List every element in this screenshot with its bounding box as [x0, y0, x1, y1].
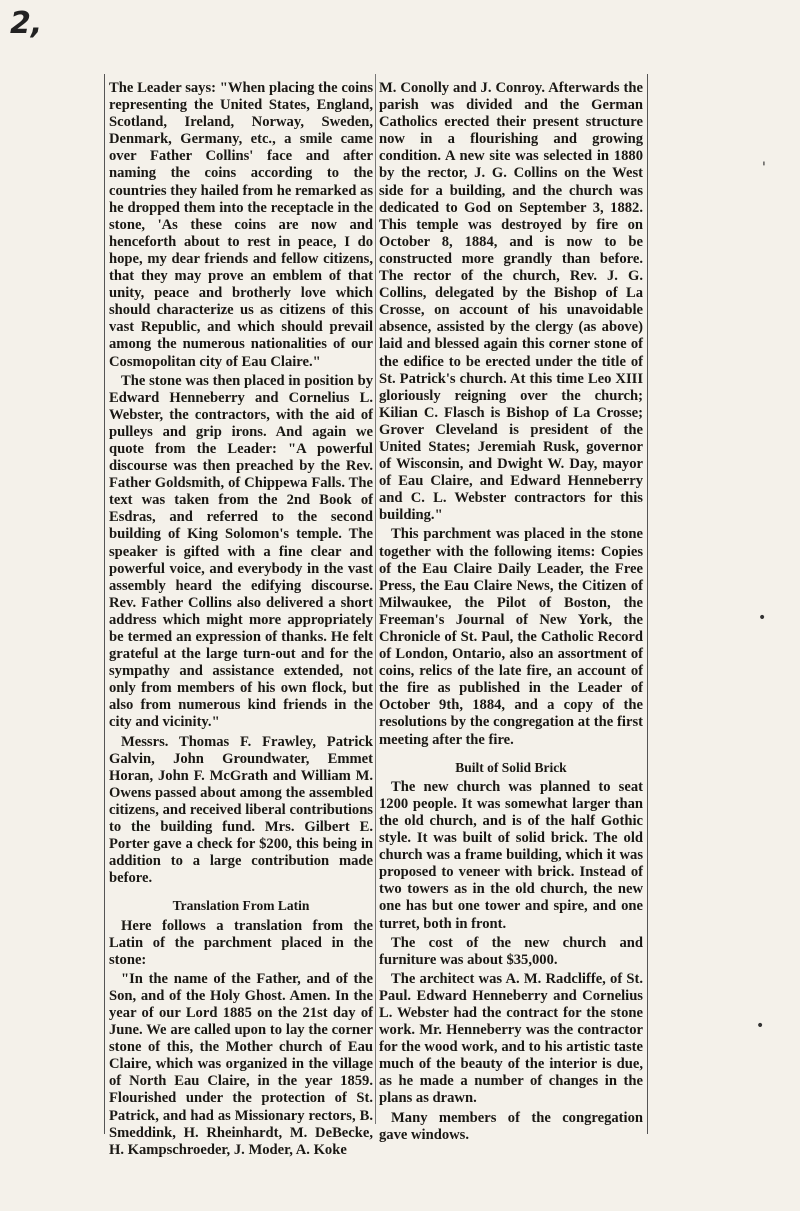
paragraph: The Leader says: "When placing the coins representing the United States, England, Scotland, Ireland, Norway, Sweden, Denmark, Germany, etc., a smile came over Father Collins' face and after naming the coins according to the countries they hailed from he remarked as he dropped them into the receptacle in the stone, 'As these coins are now and henceforth about to rest in peace, I do hope, my dear friends and fellow citizens, that they may prove an emblem of that unity, peace and brotherly love which should characterize us as citizens of this vast Republic, and which should prevail among the numerous nationalities of our Cosmopolitan city of Eau Claire." — [109, 80, 373, 370]
newspaper-clipping — [104, 74, 648, 1158]
paragraph: The new church was planned to seat 1200 people. It was somewhat larger than the old church, and is of the half Gothic style. It was built of solid brick. The old church was a frame building, which it was proposed to veneer with brick. Instead of two towers as in the old church, the new one has but one tower and spire, and one turret, both in front. — [379, 778, 643, 932]
column-divider — [375, 74, 376, 1124]
paragraph: Messrs. Thomas F. Frawley, Patrick Galvin, John Groundwater, Emmet Horan, John F. McGrath and William M. Owens passed about among the assembled citizens, and received liberal contributions to the building fund. Mrs. Gilbert E. Porter gave a check for $200, this being in addition to a large contribution made before. — [109, 733, 373, 887]
paragraph: Many members of the congregation gave windows. — [379, 1109, 643, 1143]
section-heading: Built of Solid Brick — [455, 759, 567, 775]
paragraph: The architect was A. M. Radcliffe, of St. Paul. Edward Henneberry and Cornelius L. Webster had the contract for the stone work. Mr. Henneberry was the contractor for the wood work, and to his artistic taste much of the beauty of the interior is due, as he made a number of changes in the plans as drawn. — [379, 970, 643, 1107]
handwritten-page-number: 2, — [10, 6, 43, 41]
right-column — [379, 80, 643, 1146]
paragraph: The cost of the new church and furniture was about $35,000. — [379, 934, 643, 968]
paragraph: The stone was then placed in position by Edward Henneberry and Cornelius L. Webster, the contractors, with the aid of pulleys and grip irons. And again we quote from the Leader: "A powerful discourse was then preached by the Rev. Father Goldsmith, of Chippewa Falls. The text was taken from the 2nd Book of Esdras, and referred to the second building of King Solomon's temple. The speaker is gifted with a fine clear and powerful voice, and everybody in the vast assembly heard the edifying discourse. Rev. Father Collins also delivered a short address which might more appropriately be termed an expression of thanks. He felt grateful at the large turn-out and for the sympathy and assistance extended, not only from members of his own flock, but also from numerous kind friends in the city and vicinity." — [109, 372, 373, 731]
paragraph: M. Conolly and J. Conroy. Afterwards the parish was divided and the German Catholics erected their present structure now in a flourishing and growing condition. A new site was selected in 1880 by the rector, J. G. Collins on the West side for a building, and the church was dedicated to God on September 3, 1882. This temple was destroyed by fire on October 8, 1884, and is now to be constructed more grandly than before. The rector of the church, Rev. J. G. Collins, delegated by the Bishop of La Crosse, on account of his unavoidable absence, assisted by the clergy (as above) laid and blessed again this corner stone of the edifice to be erected under the title of St. Patrick's church. At this time Leo XIII gloriously reigning over the church; Kilian C. Flasch is Bishop of La Crosse; Grover Cleveland is president of the United States; Jeremiah Rusk, governor of Wisconsin, and Dwight W. Day, mayor of Eau Claire, and Edward Henneberry and C. L. Webster contractors for this building." — [379, 80, 643, 524]
section-heading: Translation From Latin — [172, 898, 310, 914]
paragraph: Here follows a translation from the Latin of the parchment placed in the stone: — [109, 917, 373, 968]
paper-speck: ' — [762, 160, 766, 176]
left-column — [109, 80, 373, 1161]
paper-speck: • — [756, 1018, 765, 1034]
paragraph: This parchment was placed in the stone together with the following items: Copies of the Eau Claire Daily Leader, the Free Press, the Eau Claire News, the Citizen of Milwaukee, the Pilot of Boston, the Freeman's Journal of New York, the Chronicle of St. Paul, the Catholic Record of London, Ontario, also an assortment of coins, relics of the late fire, an account of the fire as published in the Leader of October 9th, 1884, and a copy of the resolutions by the congregation at the first meeting after the fire. — [379, 526, 643, 748]
paper-speck: • — [758, 610, 767, 626]
paragraph: "In the name of the Father, and of the Son, and of the Holy Ghost. Amen. In the year of our Lord 1885 on the 21st day of June. We are called upon to lay the corner stone of this, the Mother church of Eau Claire, which was organized in the village of North Eau Claire, in the year 1859. Flourished under the protection of St. Patrick, and had as Missionary rectors, B. Smeddink, H. Rheinhardt, M. DeBecke, H. Kampschroeder, J. Moder, A. Koke — [109, 970, 373, 1158]
